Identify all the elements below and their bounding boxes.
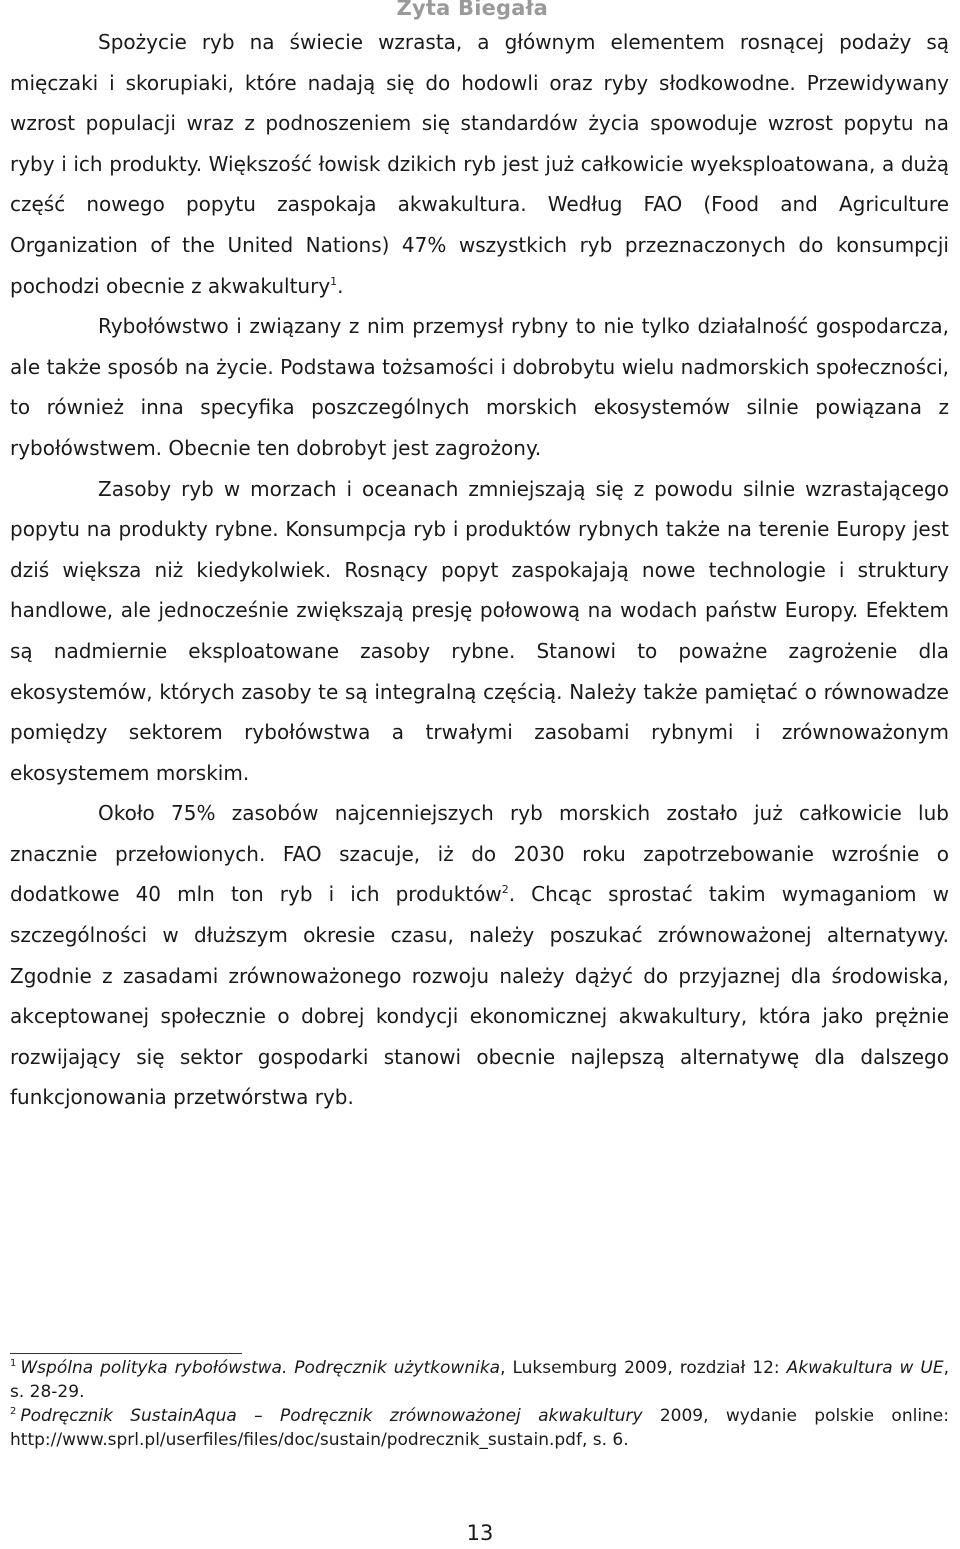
footnote-2-title: Podręcznik SustainAqua – Podręcznik zrównoważonej akwakultury	[20, 1406, 643, 1426]
paragraph-4-text-b: . Chcąc sprostać takim wymaganiom w szczególności w dłuższym okresie czasu, należy poszukać zrównoważonej alternatywy. Zgodnie z zasadami zrównoważonego rozwoju należy dążyć do przyjaznej dla środowiska, akceptowanej społecznie o dobrej kondycji ekonomicznej akwakultury, która jako prężnie rozwijający się sektor gospodarki stanowi obecnie najlepszą alternatywę dla dalszego funkcjonowania przetwórstwa ryb.	[10, 882, 949, 1110]
main-text	[10, 22, 949, 1118]
page-number: 13	[466, 1521, 494, 1545]
footnote-1-chapter: Akwakultura w UE	[786, 1358, 944, 1378]
footnote-2-rest: 2009, wydanie polskie online: http://www.sprl.pl/userfiles/files/doc/sustain/podrecznik_sustain.pdf, s. 6.	[10, 1406, 949, 1450]
paragraph-1-text-b: .	[337, 273, 344, 298]
footnote-ref-1[interactable]: 1	[330, 274, 338, 288]
footnote-1-end: , s. 28-29.	[10, 1358, 950, 1402]
footnote-1-rest: , Luksemburg 2009, rozdział 12:	[500, 1358, 787, 1378]
footnote-ref-2[interactable]: 2	[501, 883, 509, 897]
footnote-1-title: Wspólna polityka rybołówstwa. Podręcznik użytkownika	[20, 1358, 501, 1378]
paragraph-4	[10, 793, 949, 1118]
running-header-author: Zyta Biegała	[396, 0, 548, 20]
paragraph-2: Rybołówstwo i związany z nim przemysł rybny to nie tylko działalność gospodarcza, ale także sposób na życie. Podstawa tożsamości i dobrobytu wielu nadmorskich społeczności, to również inna specyfika poszczególnych morskich ekosystemów silnie powiązana z rybołówstwem. Obecnie ten dobrobyt jest zagrożony.	[10, 314, 949, 460]
footnote-2: $^2$ Podręcznik SustainAqua – Podręcznik zrównoważonej akwakultury 2009, wydanie polskie online: http://www.sprl.pl/userfiles/files/doc/sustain/podrecznik_sustain.pdf, s. 6.	[10, 1406, 949, 1450]
footnote-1: $^1$ Wspólna polityka rybołówstwa. Podręcznik użytkownika, Luksemburg 2009, rozdział 12: Akwakultura w UE, s. 28-29.	[10, 1358, 950, 1402]
paragraph-1	[10, 22, 949, 306]
paragraph-3: Zasoby ryb w morzach i oceanach zmniejszają się z powodu silnie wzrastającego popytu na produkty rybne. Konsumpcja ryb i produktów rybnych także na terenie Europy jest dziś większa niż kiedykolwiek. Rosnący popyt zaspokajają nowe technologie i struktury handlowe, ale jednocześnie zwiększają presję połowową na wodach państw Europy. Efektem są nadmiernie eksploatowane zasoby rybne. Stanowi to poważne zagrożenie dla ekosystemów, których zasoby te są integralną częścią. Należy także pamiętać o równowadze pomiędzy sektorem rybołówstwa a trwałymi zasobami rybnymi i zrównoważonym ekosystemem morskim.	[10, 476, 949, 785]
footnotes	[10, 1356, 949, 1452]
paragraph-4-text-a: Około 75% zasobów najcenniejszych ryb morskich zostało już całkowicie lub znacznie przełowionych. FAO szacuje, iż do 2030 roku zapotrzebowanie wzrośnie o dodatkowe 40 mln ton ryb i ich produktów	[10, 801, 949, 907]
paragraph-1-text-a: Spożycie ryb na świecie wzrasta, a głównym elementem rosnącej podaży są mięczaki i skorupiaki, które nadają się do hodowli oraz ryby słodkowodne. Przewidywany wzrost populacji wraz z podnoszeniem się standardów życia spowoduje wzrost popytu na ryby i ich produkty. Większość łowisk dzikich ryb jest już całkowicie wyeksploatowana, a dużą część nowego popytu zaspokaja akwakultura. Według FAO (Food and Agriculture Organization of the United Nations) 47% wszystkich ryb przeznaczonych do konsumpcji pochodzi obecnie z akwakultury	[10, 30, 949, 298]
footnote-separator	[10, 1353, 242, 1354]
